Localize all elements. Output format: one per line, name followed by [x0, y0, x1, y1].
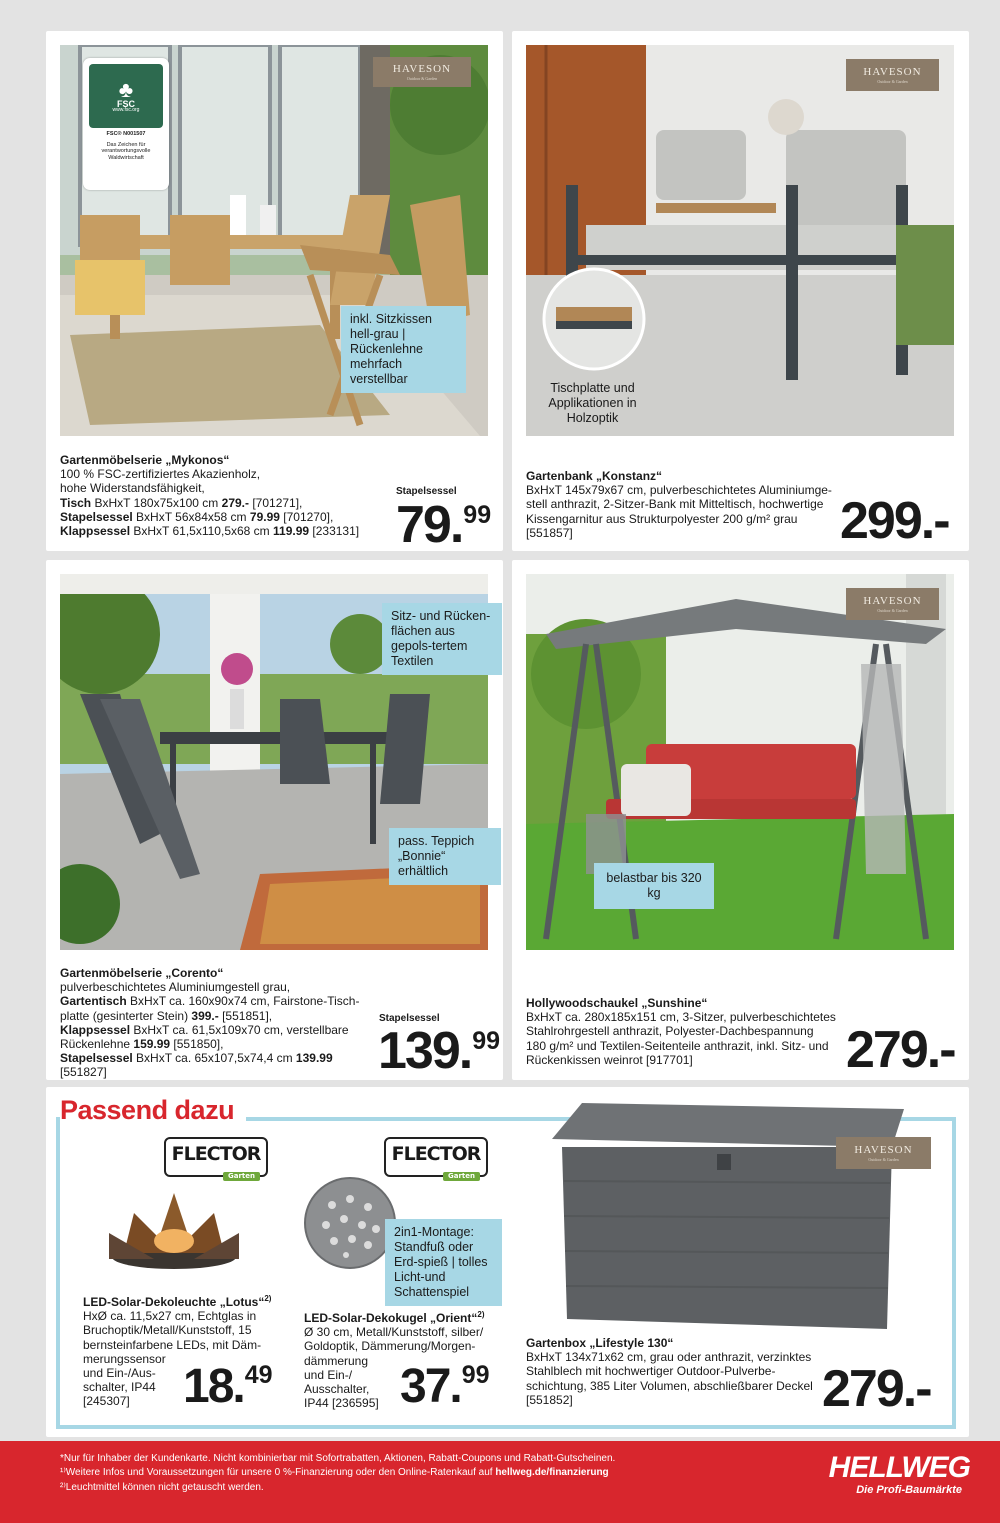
finanzierung-link[interactable]: hellweg.de/finanzierung — [495, 1467, 609, 1478]
lifestyle-price: 279.- — [822, 1360, 931, 1418]
fsc-code: FSC® N001507 — [106, 131, 146, 137]
corento-price-label: Stapelsessel — [379, 1013, 440, 1024]
passend-heading: Passend dazu — [60, 1095, 235, 1125]
hellweg-logo[interactable]: HELLWEG — [828, 1451, 970, 1484]
sunshine-photo — [526, 574, 954, 950]
lotus-description: LED-Solar-Dekoleuchte „Lotus“$^{2)}$ HxØ ca. 11,5x27 cm, Echtglas in Bruchoptik/Metall/Kunststoff, 15 bernsteinfarbene LEDs, mit Däm- merungssensor und Ein-/Aus- schalter, IP44 [245307] — [83, 1292, 303, 1409]
footer — [0, 1441, 1000, 1523]
fsc-claim: Das Zeichen für verantwortungsvolle Waldwirtschaft — [101, 141, 151, 161]
mykonos-description: Gartenmöbelserie „Mykonos“ 100 % FSC-zertifiziertes Akazienholz, hohe Widerstandsfähigkeit, Tisch BxHxT 180x75x100 cm 279.- [701271], Stapelsessel BxHxT 56x84x58 cm 79.99 [701270], Klappsessel BxHxT 61,5x110,5x68 cm 119.99 [233131] — [60, 453, 390, 538]
product-card-corento[interactable] — [46, 560, 503, 1080]
konstanz-description: Gartenbank „Konstanz“ BxHxT 145x79x67 cm, pulverbeschichtetes Aluminiumge- stell anthrazit, 2-Sitzer-Bank mit Mitteltisch, hochwertige Kissengarnitur aus Strukturpolyester 200 g/m² grau [551857] — [526, 469, 846, 540]
lifestyle-description: Gartenbox „Lifestyle 130“ BxHxT 134x71x62 cm, grau oder anthrazit, verzinktes Stahlblech mit hochwertiger Outdoor-Pulverbe- schichtung, 385 Liter Volumen, abschließbarer Deckel [551852] — [526, 1336, 826, 1407]
corento-price: 139.99 — [378, 1022, 501, 1080]
lotus-price: 18.49 — [183, 1360, 273, 1413]
flector-logo: Garten FLECTOR — [164, 1137, 268, 1177]
gartenbox-photo — [552, 1101, 904, 1329]
footnote-1: *Nur für Inhaber der Kundenkarte. Nicht kombinierbar mit Sofortrabatten, Aktionen, Rabatt-Coupons und Rabatt-Gutscheinen. — [60, 1453, 616, 1464]
product-card-sunshine[interactable] — [512, 560, 969, 1080]
mykonos-price-label: Stapelsessel — [396, 486, 457, 497]
product-card-mykonos[interactable] — [46, 31, 503, 554]
mykonos-price: 79.99 — [396, 496, 492, 554]
konstanz-callout: Tischplatte und Applikationen in Holzoptik — [548, 381, 637, 425]
passend-dazu-section — [46, 1087, 969, 1437]
orient-price: 37.99 — [400, 1360, 490, 1413]
corento-callout-bottom: pass. Teppich „Bonnie“ erhältlich — [389, 828, 501, 885]
mykonos-title: Gartenmöbelserie „Mykonos“ — [60, 453, 230, 467]
fsc-tree-icon: ♣ FSC www.fsc.org — [89, 64, 163, 128]
lifestyle-title: Gartenbox „Lifestyle 130“ — [526, 1336, 674, 1350]
corento-description: Gartenmöbelserie „Corento“ pulverbeschichtetes Aluminiumgestell grau, Gartentisch BxHxT ca. 160x90x74 cm, Fairstone-Tisch- platte (gesinterter Stein) 399.- [551851], Klappsessel BxHxT ca. 61,5x109x70 cm, verstellbare Rückenlehne 159.99 [551850], Stapelsessel BxHxT ca. 65x107,5x74,4 cm 139.99 [551827] — [60, 966, 380, 1080]
flector-logo: Garten FLECTOR — [384, 1137, 488, 1177]
product-card-konstanz[interactable] — [512, 31, 969, 551]
haveson-badge: HAVESON Outdoor & Garden — [846, 59, 939, 91]
orient-title: LED-Solar-Dekokugel „Orient“$^{2)}$ — [304, 1310, 485, 1325]
haveson-badge: HAVESON Outdoor & Garden — [846, 588, 939, 620]
fsc-label — [83, 58, 169, 190]
orient-description: LED-Solar-Dekokugel „Orient“$^{2)}$ Ø 30 cm, Metall/Kunststoff, silber/ Goldoptik, Dämmerung/Morgen- dämmerung und Ein-/ Ausschalter, IP44 [236595] — [304, 1308, 504, 1410]
haveson-badge: HAVESON Outdoor & Garden — [836, 1137, 931, 1169]
konstanz-photo — [526, 45, 954, 436]
sunshine-price: 279.- — [846, 1021, 955, 1079]
corento-title: Gartenmöbelserie „Corento“ — [60, 966, 224, 980]
haveson-badge: HAVESON Outdoor & Garden — [373, 57, 471, 87]
mykonos-callout: inkl. Sitzkissen hell-grau | Rückenlehne mehrfach verstellbar — [341, 306, 466, 393]
lotus-lamp-photo — [104, 1183, 244, 1273]
footnote-2: ¹⁾Weitere Infos und Voraussetzungen für unsere 0 %-Finanzierung oder den Online-Ratenkauf auf hellweg.de/finanzierung — [60, 1467, 609, 1478]
lotus-title: LED-Solar-Dekoleuchte „Lotus“$^{2)}$ — [83, 1294, 272, 1309]
orient-ball-photo — [302, 1175, 398, 1271]
hellweg-slogan: Die Profi-Baumärkte — [856, 1484, 962, 1496]
sunshine-description: Hollywoodschaukel „Sunshine“ BxHxT ca. 280x185x151 cm, 3-Sitzer, pulverbeschichtetes Stahlrohrgestell anthrazit, Polyester-Dachbespannung 180 g/m² und Textilen-Seitenteile anthrazit, inkl. Sitz- und Rückenkissen weinrot [917701] — [526, 996, 846, 1067]
sunshine-callout: belastbar bis 320 kg — [594, 863, 714, 909]
corento-callout-top: Sitz- und Rücken-flächen aus gepols-tertem Textilen — [382, 603, 502, 675]
konstanz-price: 299.- — [840, 492, 949, 550]
footnote-3: ²⁾Leuchtmittel können nicht getauscht werden. — [60, 1482, 264, 1493]
konstanz-title: Gartenbank „Konstanz“ — [526, 469, 663, 483]
sunshine-title: Hollywoodschaukel „Sunshine“ — [526, 996, 708, 1010]
orient-callout: 2in1-Montage: Standfuß oder Erd-spieß | tolles Licht-und Schattenspiel — [385, 1219, 502, 1306]
